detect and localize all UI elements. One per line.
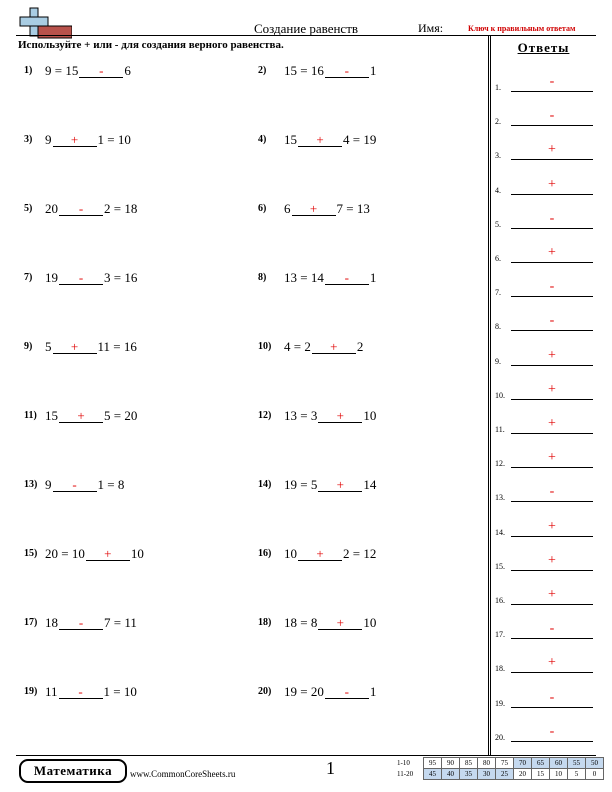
score-cell: 25 [496, 769, 514, 780]
problem-equation [45, 477, 124, 493]
instruction-text: Используйте + или - для создания верного равенства. [18, 39, 284, 51]
answer-blank: + [298, 547, 342, 561]
equation-right: 7 = 11 [104, 615, 137, 630]
answer-blank: + [59, 409, 103, 423]
equation-right: 1 = 10 [97, 132, 131, 147]
answer-blank: - [325, 271, 369, 285]
answer-key-line [511, 91, 593, 92]
equation-right: 1 [369, 63, 377, 78]
problem-equation [284, 408, 376, 424]
equation-left: 15 [45, 408, 58, 423]
score-cell: 80 [478, 758, 496, 769]
answer-key-label: Ключ к правильным ответам [468, 24, 576, 33]
problem-number: 19) [24, 686, 38, 697]
answer-blank: - [59, 271, 103, 285]
equation-left: 6 [284, 201, 291, 216]
answer-key-line [511, 604, 593, 605]
answer-key-value: + [548, 142, 556, 158]
answer-key-value: - [549, 210, 555, 226]
problem-equation [45, 270, 137, 286]
answer-key-line [511, 399, 593, 400]
equation-right: 10 [363, 615, 377, 630]
score-range-label: 11-20 [397, 770, 414, 778]
answer-key-value: + [548, 587, 556, 602]
score-cell: 35 [460, 769, 478, 780]
equation-left: 19 = 5 [284, 477, 318, 492]
equation-right: 14 [363, 477, 377, 492]
equation-right: 2 = 18 [104, 201, 138, 216]
equation-right: 1 = 8 [97, 477, 125, 492]
problem-number: 4) [258, 134, 267, 145]
answer-key-line [511, 159, 593, 160]
equation-left: 18 = 8 [284, 615, 318, 630]
score-cell: 5 [568, 769, 586, 780]
score-cell: 10 [550, 769, 568, 780]
answer-key-line [511, 638, 593, 639]
equation-left: 19 = 20 [284, 684, 324, 699]
name-label: Имя: [418, 21, 444, 35]
answer-key-value: - [549, 484, 555, 500]
equation-right: 2 = 12 [343, 546, 377, 561]
problem-number: 8) [258, 272, 267, 283]
answer-key-line [511, 228, 593, 229]
answer-blank: - [59, 202, 103, 216]
problem-equation [284, 684, 376, 700]
equation-left: 9 [45, 132, 52, 147]
problem-number: 13) [24, 479, 38, 490]
problem-number: 15) [24, 548, 38, 559]
answer-key-value: - [549, 279, 555, 295]
score-range-label: 1-10 [397, 759, 410, 767]
problem-number: 11) [24, 410, 37, 421]
problem-equation [45, 339, 137, 355]
problem-number: 18) [258, 617, 272, 628]
problem-equation [45, 63, 131, 79]
answer-key-line [511, 467, 593, 468]
answer-key-line [511, 501, 593, 502]
equation-right: 7 = 13 [336, 201, 370, 216]
score-row [397, 769, 604, 780]
answer-key-number: 3. [495, 151, 501, 161]
score-cell: 15 [532, 769, 550, 780]
site-url: www.CommonCoreSheets.ru [130, 769, 236, 779]
problem-equation [45, 615, 137, 631]
answer-key-number: 6. [495, 254, 501, 263]
answer-key-value: + [548, 552, 556, 568]
answer-blank: + [318, 616, 362, 630]
equation-left: 15 [284, 132, 297, 147]
answer-blank: - [59, 616, 103, 630]
problem-equation [284, 546, 376, 562]
answer-key-value: + [548, 245, 556, 260]
equation-left: 13 = 3 [284, 408, 318, 423]
answer-key-value: - [549, 621, 555, 637]
equation-right: 1 = 10 [103, 684, 137, 699]
answer-blank: + [312, 340, 356, 354]
answer-blank: + [53, 133, 97, 147]
answers-title: Ответы [517, 40, 570, 55]
equation-left: 9 = 15 [45, 63, 79, 78]
answer-key-value: + [548, 518, 556, 534]
score-cell: 0 [586, 769, 604, 780]
problem-number: 20) [258, 686, 272, 697]
answer-key-value: + [548, 176, 556, 192]
equation-left: 20 = 10 [45, 546, 85, 561]
column-divider [488, 35, 489, 755]
equation-left: 13 = 14 [284, 270, 324, 285]
equation-left: 15 = 16 [284, 63, 324, 78]
answer-key-number: 13. [495, 493, 505, 503]
problem-number: 12) [258, 410, 272, 421]
problem-equation [284, 270, 376, 286]
equation-right: 3 = 16 [104, 270, 138, 285]
answer-key-line [511, 672, 593, 673]
answer-key-value: + [548, 381, 556, 397]
problem-number: 9) [24, 341, 33, 352]
equation-left: 18 [45, 615, 58, 630]
equation-left: 11 [45, 684, 58, 699]
equation-left: 10 [284, 546, 297, 561]
problem-equation [284, 477, 376, 493]
page-title: Создание равенств [253, 21, 359, 36]
answer-key-value: + [548, 450, 556, 466]
equation-right: 6 [124, 63, 131, 78]
answer-blank: - [325, 685, 369, 699]
equation-right: 4 = 19 [343, 132, 377, 147]
equation-left: 5 [45, 339, 52, 354]
answer-key-number: 5. [495, 219, 501, 229]
equation-left: 4 = 2 [284, 339, 311, 354]
problem-equation [45, 546, 144, 562]
answer-blank: + [298, 133, 342, 147]
score-cell: 95 [424, 758, 442, 769]
problem-number: 6) [258, 203, 267, 214]
answer-key-value: + [548, 655, 556, 671]
answer-key-value: + [548, 416, 556, 431]
score-cell: 65 [532, 758, 550, 769]
score-cell: 90 [442, 758, 460, 769]
answer-key-number: 1. [495, 83, 501, 92]
answer-key-value: + [548, 347, 556, 363]
page-number: 1 [326, 758, 335, 778]
header-divider [16, 35, 596, 36]
equation-right: 11 = 16 [97, 339, 137, 354]
problem-number: 5) [24, 203, 33, 214]
answer-key-number: 19. [495, 698, 505, 708]
answer-key-number: 2. [495, 117, 501, 127]
equation-left: 20 [45, 201, 58, 216]
answer-key-number: 11. [495, 425, 505, 434]
answer-key-line [511, 570, 593, 571]
answer-key-line [511, 741, 593, 742]
answer-key-number: 12. [495, 459, 505, 469]
problem-number: 1) [24, 65, 33, 76]
problem-number: 3) [24, 134, 33, 145]
answer-key-number: 17. [495, 630, 505, 640]
answer-blank: + [53, 340, 97, 354]
answer-key-number: 4. [495, 185, 501, 195]
equation-left: 19 [45, 270, 58, 285]
score-table [397, 757, 604, 780]
answer-key-line [511, 194, 593, 195]
answer-key-number: 7. [495, 288, 501, 298]
problem-equation [45, 201, 137, 217]
score-cell: 55 [568, 758, 586, 769]
problem-equation [284, 201, 370, 217]
answer-key-number: 20. [495, 732, 505, 742]
problem-number: 2) [258, 65, 267, 76]
score-cell: 50 [586, 758, 604, 769]
answer-key-value: - [549, 689, 555, 705]
footer-divider [16, 755, 596, 756]
score-cell: 70 [514, 758, 532, 769]
answer-key-number: 10. [495, 390, 505, 400]
score-cell: 60 [550, 758, 568, 769]
equation-right: 1 [369, 684, 377, 699]
answer-key-line [511, 433, 593, 434]
answer-key-line [511, 262, 593, 263]
answer-key-line [511, 365, 593, 366]
answer-blank: - [79, 64, 123, 78]
problem-number: 14) [258, 479, 272, 490]
problem-equation [45, 684, 137, 700]
answer-key-line [511, 536, 593, 537]
answer-key-value: - [549, 723, 555, 739]
answer-key-value: - [549, 108, 555, 124]
problem-number: 16) [258, 548, 272, 559]
answer-key-line [511, 125, 593, 126]
problem-number: 10) [258, 341, 272, 352]
answer-key-line [511, 707, 593, 708]
answer-key-line [511, 296, 593, 297]
score-cell: 20 [514, 769, 532, 780]
answer-blank: + [318, 478, 362, 492]
equation-left: 9 [45, 477, 52, 492]
problem-equation [45, 132, 131, 148]
problem-equation [284, 339, 363, 355]
answer-key-line [511, 330, 593, 331]
answer-blank: + [318, 409, 362, 423]
answer-blank: - [325, 64, 369, 78]
subject-badge: Математика [19, 759, 127, 783]
equation-right: 5 = 20 [104, 408, 138, 423]
answer-key-value: - [549, 74, 555, 89]
problem-equation [284, 63, 376, 79]
score-row [397, 758, 604, 769]
answer-key-number: 16. [495, 596, 505, 605]
answer-key-number: 8. [495, 322, 501, 332]
answer-blank: - [59, 685, 103, 699]
score-cell: 75 [496, 758, 514, 769]
answer-key-number: 15. [495, 561, 505, 571]
score-cell: 30 [478, 769, 496, 780]
score-cell: 45 [424, 769, 442, 780]
answer-key-value: - [549, 313, 555, 329]
score-cell: 40 [442, 769, 460, 780]
answer-blank: + [292, 202, 336, 216]
equation-right: 2 [356, 339, 364, 354]
problem-equation [45, 408, 137, 424]
equation-right: 10 [363, 408, 377, 423]
answer-blank: + [86, 547, 130, 561]
answer-key-number: 18. [495, 664, 505, 674]
answer-key-number: 9. [495, 356, 501, 366]
problem-number: 7) [24, 272, 33, 283]
answer-blank: - [53, 478, 97, 492]
answer-key-number: 14. [495, 527, 505, 537]
problem-equation [284, 132, 376, 148]
problem-equation [284, 615, 376, 631]
equation-right: 1 [369, 270, 377, 285]
score-cell: 85 [460, 758, 478, 769]
problem-number: 17) [24, 617, 38, 628]
equation-right: 10 [130, 546, 144, 561]
column-divider [490, 35, 491, 755]
